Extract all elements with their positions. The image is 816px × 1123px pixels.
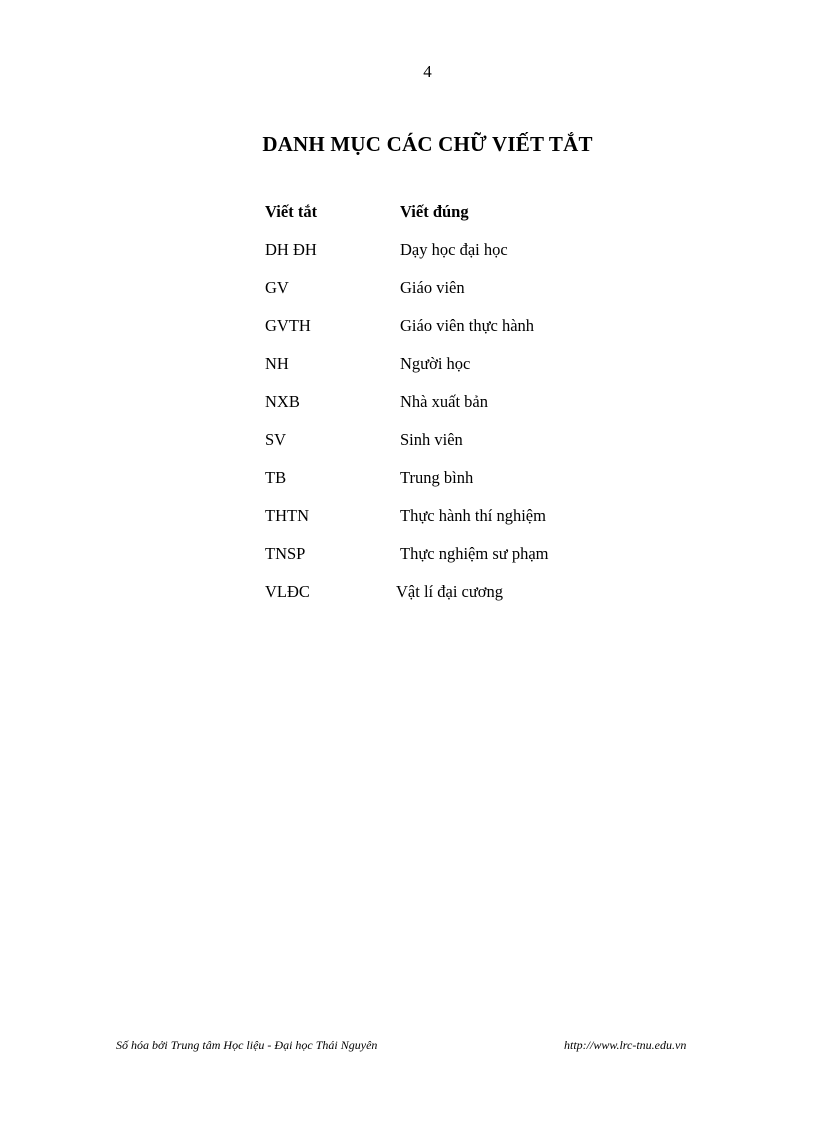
full-form: Dạy học đại học	[400, 240, 508, 259]
table-row	[265, 312, 685, 350]
table-row	[265, 464, 685, 502]
table-row	[265, 578, 685, 616]
footer-digitization-credit: Số hóa bởi Trung tâm Học liệu - Đại học Thái Nguyên	[116, 1038, 378, 1052]
table-row	[265, 350, 685, 388]
abbreviation-table	[265, 198, 685, 616]
abbreviation: NXB	[265, 392, 300, 411]
full-form: Người học	[400, 354, 471, 373]
table-row	[265, 540, 685, 578]
abbreviation: GVTH	[265, 316, 311, 335]
full-form: Thực nghiệm sư phạm	[400, 544, 549, 563]
full-form: Giáo viên thực hành	[400, 316, 535, 335]
table-header-row	[265, 198, 685, 236]
page-number: 4	[423, 62, 432, 81]
abbreviation: GV	[265, 278, 289, 297]
table-row	[265, 236, 685, 274]
header-full-form: Viết đúng	[400, 202, 469, 221]
footer-url: http://www.lrc-tnu.edu.vn	[564, 1038, 687, 1052]
abbreviation: VLĐC	[265, 582, 310, 601]
full-form: Nhà xuất bản	[400, 392, 488, 411]
full-form: Giáo viên	[400, 278, 465, 297]
abbreviation: NH	[265, 354, 289, 373]
abbreviation: TB	[265, 468, 287, 487]
abbreviation: SV	[265, 430, 287, 449]
full-form: Trung bình	[400, 468, 474, 487]
abbreviation: TNSP	[265, 544, 306, 563]
abbreviation: DH ĐH	[265, 240, 317, 259]
table-row	[265, 388, 685, 426]
page-title: DANH MỤC CÁC CHỮ VIẾT TẮT	[262, 132, 593, 156]
full-form: Sinh viên	[400, 430, 463, 449]
table-row	[265, 502, 685, 540]
abbreviation: THTN	[265, 506, 309, 525]
table-row	[265, 274, 685, 312]
table-row	[265, 426, 685, 464]
full-form: Thực hành thí nghiệm	[400, 506, 546, 525]
header-abbreviation: Viết tắt	[265, 202, 318, 221]
full-form: Vật lí đại cương	[396, 582, 504, 601]
